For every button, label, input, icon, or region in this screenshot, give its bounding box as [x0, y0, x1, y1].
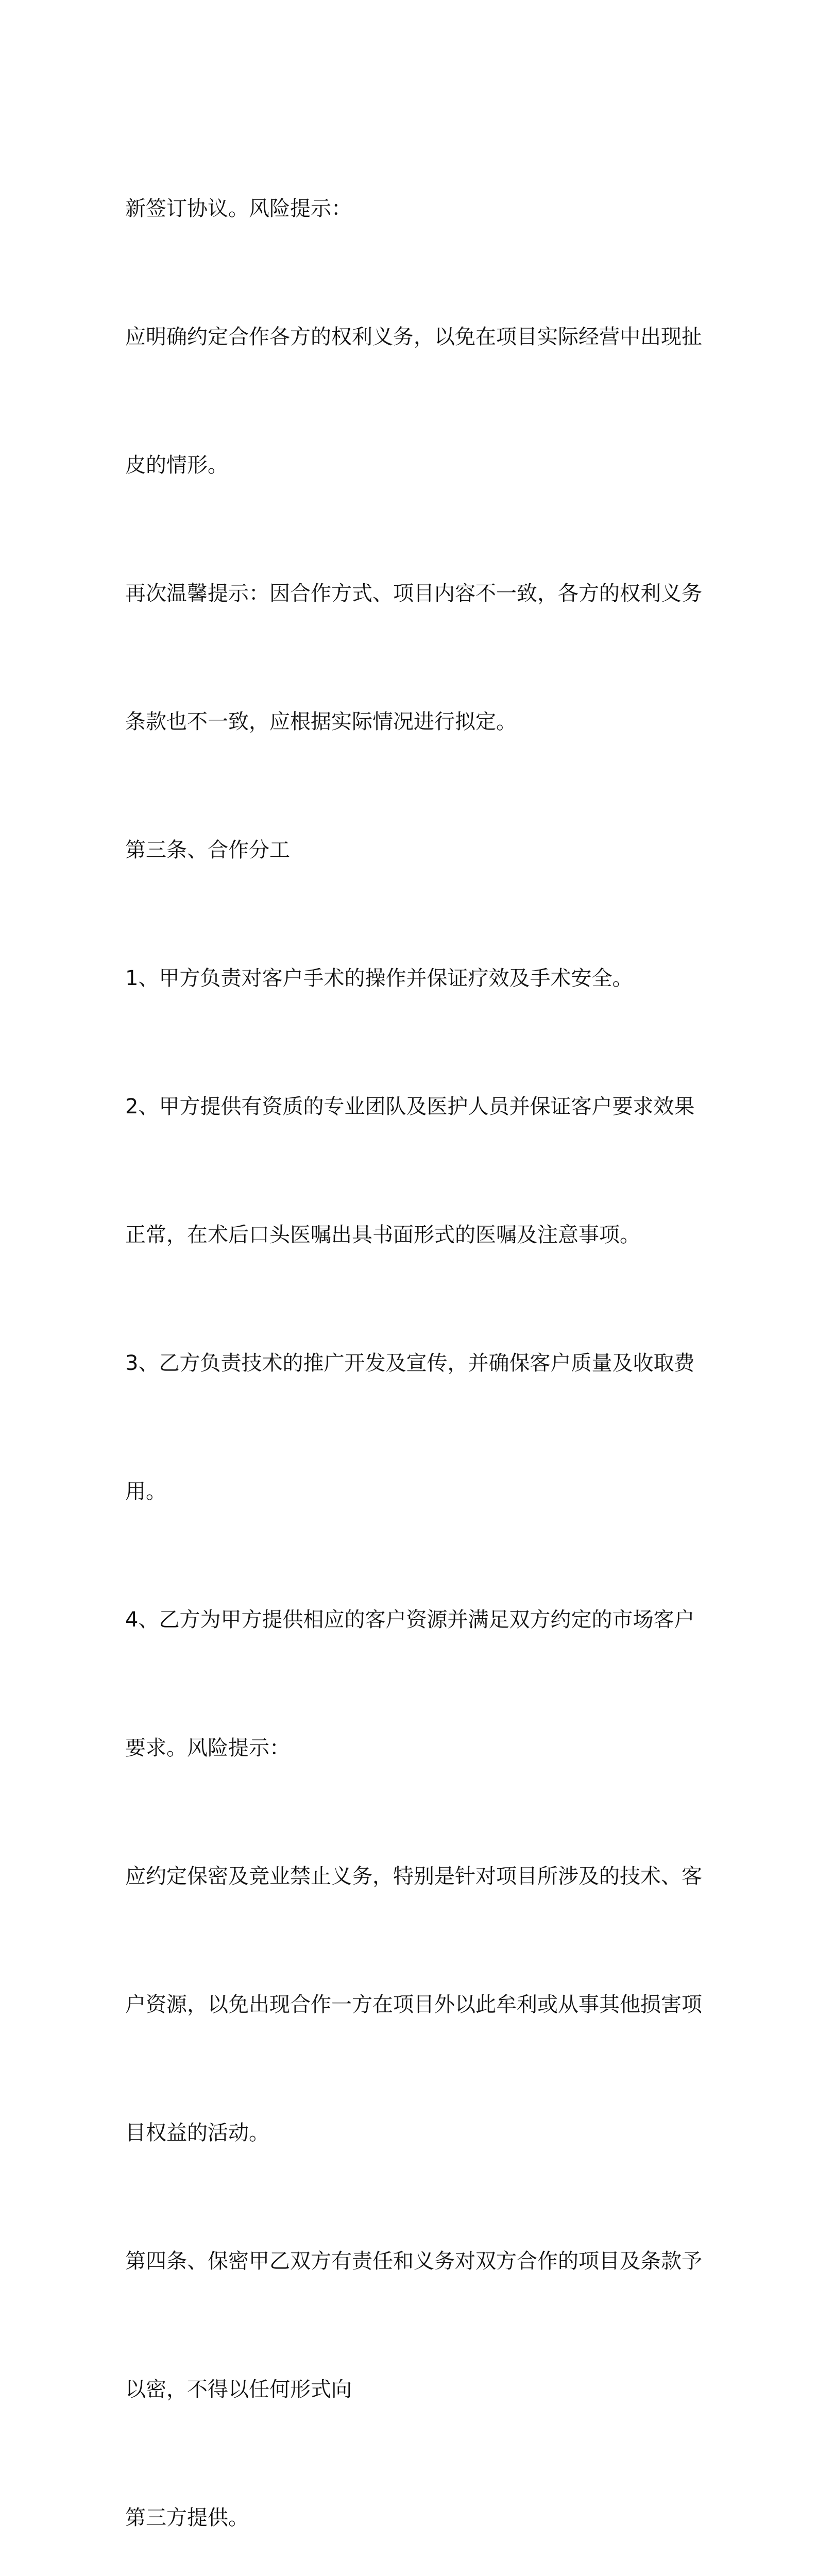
text-line: 2、甲方提供有资质的专业团队及医护人员并保证客户要求效果: [125, 1095, 695, 1118]
text-line: 要求。风险提示：: [125, 1736, 290, 1760]
article-heading: 第三条、合作分工: [125, 838, 290, 862]
text-line: 新签订协议。风险提示：: [125, 197, 352, 221]
text-line: 目权益的活动。: [125, 2121, 269, 2145]
text-line: 第三方提供。: [125, 2506, 249, 2530]
text-line: 1、甲方负责对客户手术的操作并保证疗效及手术安全。: [125, 967, 633, 990]
text-line: 应约定保密及竞业禁止义务，特别是针对项目所涉及的技术、客: [125, 1865, 702, 1888]
text-line: 正常，在术后口头医嘱出具书面形式的医嘱及注意事项。: [125, 1223, 640, 1247]
text-line: 户资源，以免出现合作一方在项目外以此牟利或从事其他损害项: [125, 1993, 702, 2016]
text-line: 皮的情形。: [125, 453, 228, 477]
text-line: 以密，不得以任何形式向: [125, 2378, 352, 2401]
document-body: [125, 102, 702, 2576]
text-line: 条款也不一致，应根据实际情况进行拟定。: [125, 710, 517, 734]
text-line: 3、乙方负责技术的推广开发及宣传，并确保客户质量及收取费: [125, 1351, 695, 1375]
text-line: 应明确约定合作各方的权利义务，以免在项目实际经营中出现扯: [125, 325, 702, 349]
text-line: 4、乙方为甲方提供相应的客户资源并满足双方约定的市场客户: [125, 1608, 695, 1632]
text-line: 用。: [125, 1480, 166, 1503]
text-line: 第四条、保密甲乙双方有责任和义务对双方合作的项目及条款予: [125, 2249, 702, 2273]
text-line: 再次温馨提示：因合作方式、项目内容不一致，各方的权利义务: [125, 582, 702, 605]
